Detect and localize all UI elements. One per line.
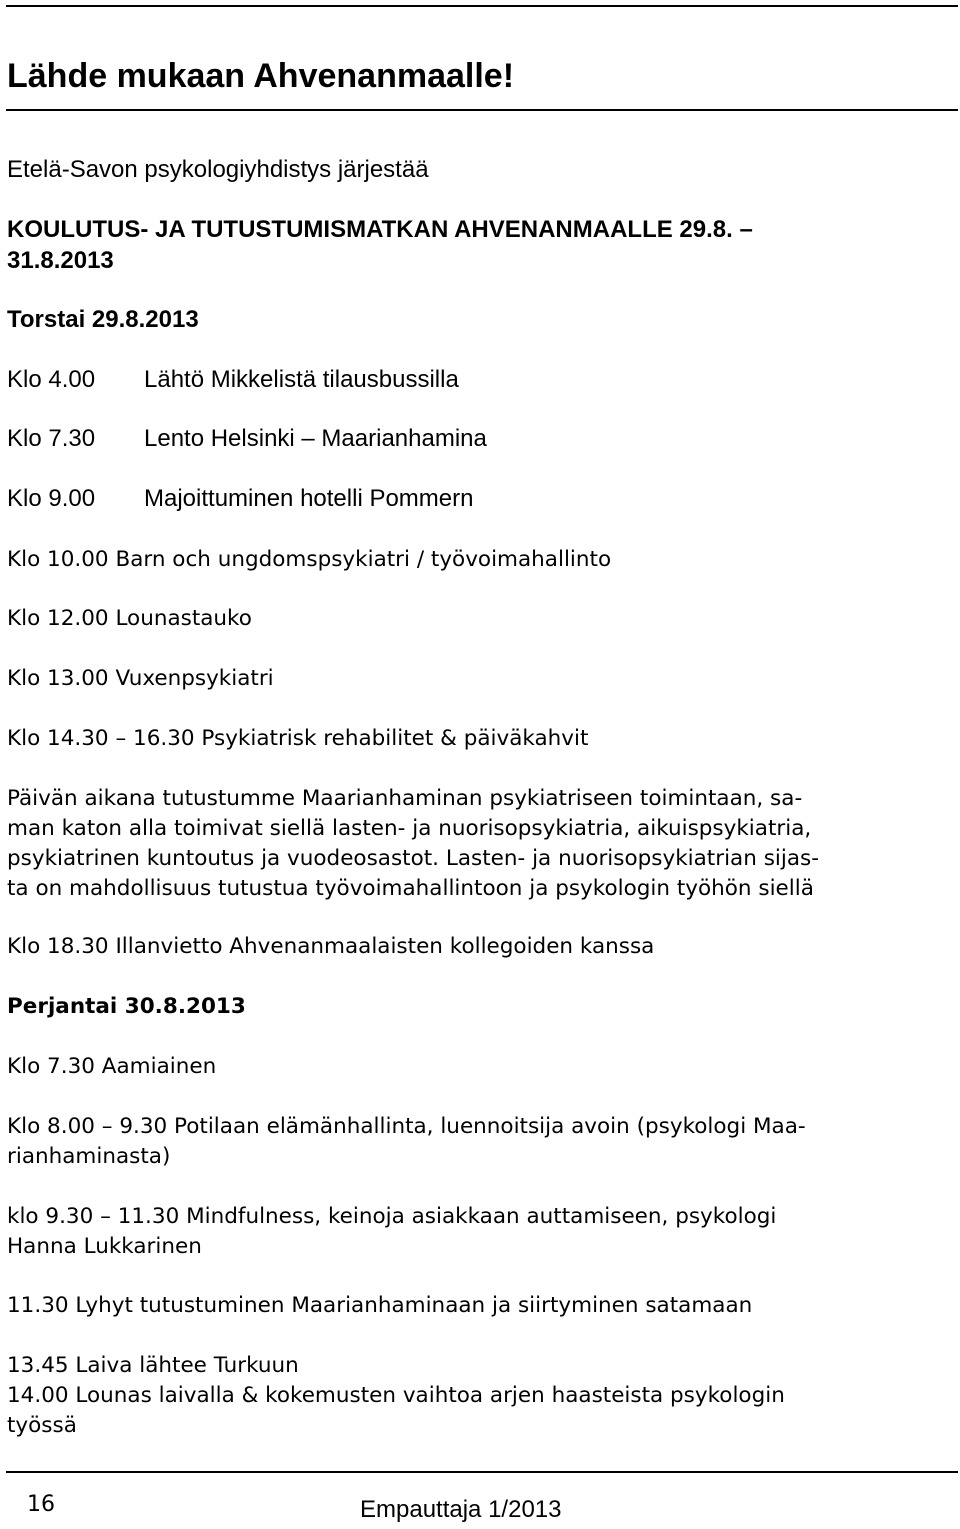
title-rule: [6, 109, 958, 111]
schedule-line: Hanna Lukkarinen: [7, 1234, 202, 1259]
day2-heading: Perjantai 30.8.2013: [7, 994, 246, 1019]
schedule-text: Lähtö Mikkelistä tilausbussilla: [144, 366, 459, 393]
footer-rule: [6, 1471, 958, 1473]
event-title-line-2: 31.8.2013: [7, 247, 114, 274]
schedule-line: työssä: [7, 1413, 77, 1438]
description-line: ta on mahdollisuus tutustua työvoimahallintoon ja psykologin työhön siellä: [7, 876, 814, 901]
schedule-text: Majoittuminen hotelli Pommern: [144, 485, 474, 512]
schedule-time: Klo 4.00: [7, 366, 96, 393]
schedule-line: Klo 13.00 Vuxenpsykiatri: [7, 666, 274, 691]
event-title-line-1: KOULUTUS- JA TUTUSTUMISMATKAN AHVENANMAALLE 29.8. –: [7, 216, 753, 243]
schedule-line: klo 9.30 – 11.30 Mindfulness, keinoja asiakkaan auttamiseen, psykologi: [7, 1204, 777, 1229]
description-line: Päivän aikana tutustumme Maarianhaminan psykiatriseen toimintaan, sa-: [7, 786, 803, 811]
schedule-text: Lento Helsinki – Maarianhamina: [144, 425, 487, 452]
schedule-line: Klo 18.30 Illanvietto Ahvenanmaalaisten kollegoiden kanssa: [7, 934, 655, 959]
organizer-line: Etelä-Savon psykologiyhdistys järjestää: [7, 156, 429, 183]
page-number: 16: [27, 1492, 55, 1517]
magazine-issue: Empauttaja 1/2013: [360, 1496, 562, 1523]
schedule-line: rianhaminasta): [7, 1144, 171, 1169]
page-title: Lähde mukaan Ahvenanmaalle!: [7, 57, 515, 95]
schedule-time: Klo 9.00: [7, 485, 96, 512]
schedule-time: Klo 7.30: [7, 425, 96, 452]
description-line: man katon alla toimivat siellä lasten- ja nuorisopsykiatria, aikuispsykiatria,: [7, 816, 812, 841]
day1-heading: Torstai 29.8.2013: [7, 306, 199, 333]
schedule-line: Klo 7.30 Aamiainen: [7, 1054, 217, 1079]
schedule-line: 11.30 Lyhyt tutustuminen Maarianhaminaan ja siirtyminen satamaan: [7, 1293, 753, 1318]
schedule-line: Klo 12.00 Lounastauko: [7, 606, 252, 631]
schedule-line: 13.45 Laiva lähtee Turkuun: [7, 1353, 299, 1378]
schedule-line: Klo 8.00 – 9.30 Potilaan elämänhallinta, luennoitsija avoin (psykologi Maa-: [7, 1114, 806, 1139]
schedule-line: Klo 14.30 – 16.30 Psykiatrisk rehabilitet & päiväkahvit: [7, 726, 589, 751]
schedule-line: 14.00 Lounas laivalla & kokemusten vaihtoa arjen haasteista psykologin: [7, 1383, 785, 1408]
top-rule: [6, 5, 958, 7]
schedule-line: Klo 10.00 Barn och ungdomspsykiatri / työvoimahallinto: [7, 547, 612, 572]
description-line: psykiatrinen kuntoutus ja vuodeosastot. Lasten- ja nuorisopsykiatrian sijas-: [7, 846, 819, 871]
